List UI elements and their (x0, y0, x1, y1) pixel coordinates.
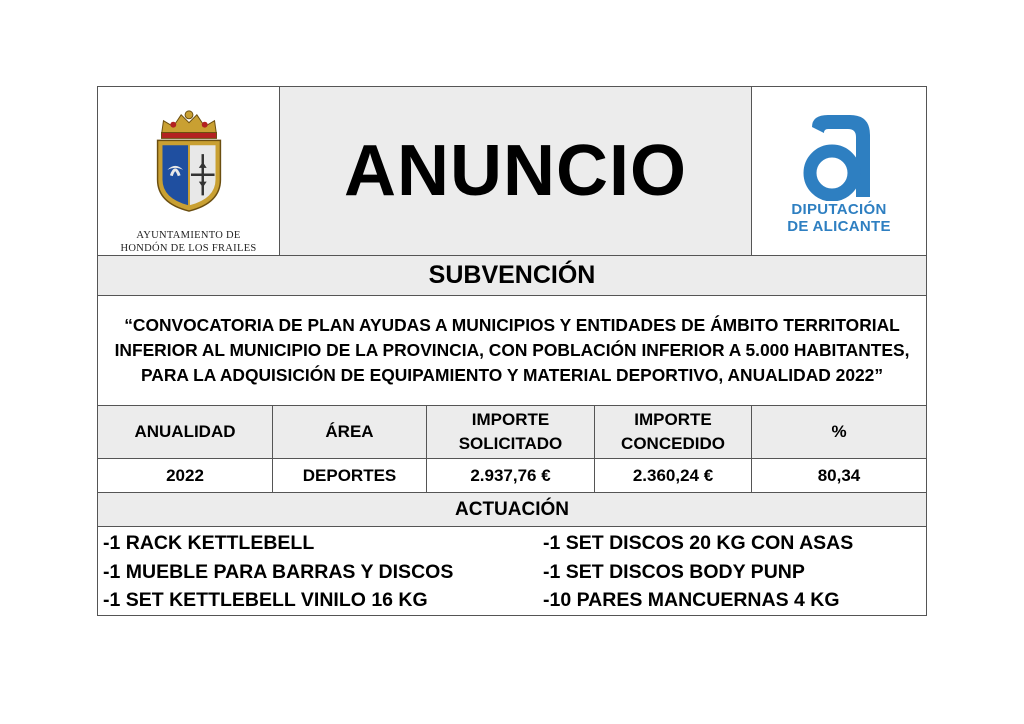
header-row (98, 87, 926, 256)
header-concedido-line2: CONCEDIDO (621, 434, 725, 453)
title-cell (279, 87, 751, 255)
header-porcentaje-label: % (831, 422, 847, 441)
municipality-caption-line2: HONDÓN DE LOS FRAILES (120, 243, 257, 254)
header-porcentaje (751, 406, 926, 458)
municipality-caption-line1: AYUNTAMIENTO DE (136, 230, 241, 241)
header-area (272, 406, 426, 458)
list-item: -10 PARES MANCUERNAS 4 KG (543, 589, 840, 611)
municipal-logo-cell (98, 87, 279, 255)
header-importe-solicitado (426, 406, 594, 458)
subvencion-row (98, 256, 926, 296)
announcement-document (97, 86, 927, 616)
header-anualidad-label: ANUALIDAD (134, 422, 236, 441)
diputacion-logo-icon (794, 109, 884, 201)
list-item: -1 SET DISCOS BODY PUNP (543, 560, 805, 583)
page-title: ANUNCIO (344, 131, 687, 211)
actuaciones-right-list (543, 529, 853, 615)
subvencion-label: SUBVENCIÓN (428, 261, 596, 289)
list-item: -1 SET KETTLEBELL VINILO 16 KG (103, 589, 428, 611)
actuaciones-row (98, 527, 926, 615)
actuacion-row (98, 493, 926, 527)
coat-of-arms-icon (149, 105, 229, 215)
cell-importe-solicitado: 2.937,76 € (426, 459, 594, 492)
convocatoria-row (98, 296, 926, 406)
list-item: -1 SET DISCOS 20 KG CON ASAS (543, 532, 854, 554)
header-solicitado-line2: SOLICITADO (458, 434, 563, 453)
cell-porcentaje: 80,34 (751, 459, 926, 492)
subvencion-heading (98, 256, 926, 295)
list-item: -1 MUEBLE PARA BARRAS Y DISCOS (103, 560, 454, 583)
cell-anualidad: 2022 (166, 465, 204, 485)
header-area-label: ÁREA (325, 422, 374, 441)
actuacion-label: ACTUACIÓN (455, 498, 569, 520)
diputacion-logo-cell (751, 87, 926, 255)
header-importe-concedido (594, 406, 751, 458)
cell-importe-concedido: 2.360,24 € (594, 459, 751, 492)
convocatoria-cell (98, 296, 926, 405)
convocatoria-text: “CONVOCATORIA DE PLAN AYUDAS A MUNICIPIOS Y ENTIDADES DE ÁMBITO TERRITORIAL INFERIOR AL MUNICIPIO DE LA PROVINCIA, CON POBLACIÓN INFERIOR A 5.000 HABITANTES, PARA LA ADQUISICIÓN DE EQUIPAMIENTO Y MATERIAL DEPORTIVO, ANUALIDAD 2022” (114, 315, 910, 385)
cell-area: DEPORTES (272, 459, 426, 492)
table-header-row (98, 406, 926, 459)
actuacion-heading (98, 493, 926, 526)
diputacion-line2: DE ALICANTE (787, 218, 891, 235)
table-row (98, 459, 926, 493)
list-item: -1 RACK KETTLEBELL (103, 532, 315, 554)
header-solicitado-line1: IMPORTE (471, 410, 550, 429)
actuaciones-left-list (103, 529, 453, 615)
diputacion-line1: DIPUTACIÓN (791, 201, 887, 218)
header-concedido-line1: IMPORTE (634, 410, 712, 429)
header-anualidad (98, 406, 272, 458)
